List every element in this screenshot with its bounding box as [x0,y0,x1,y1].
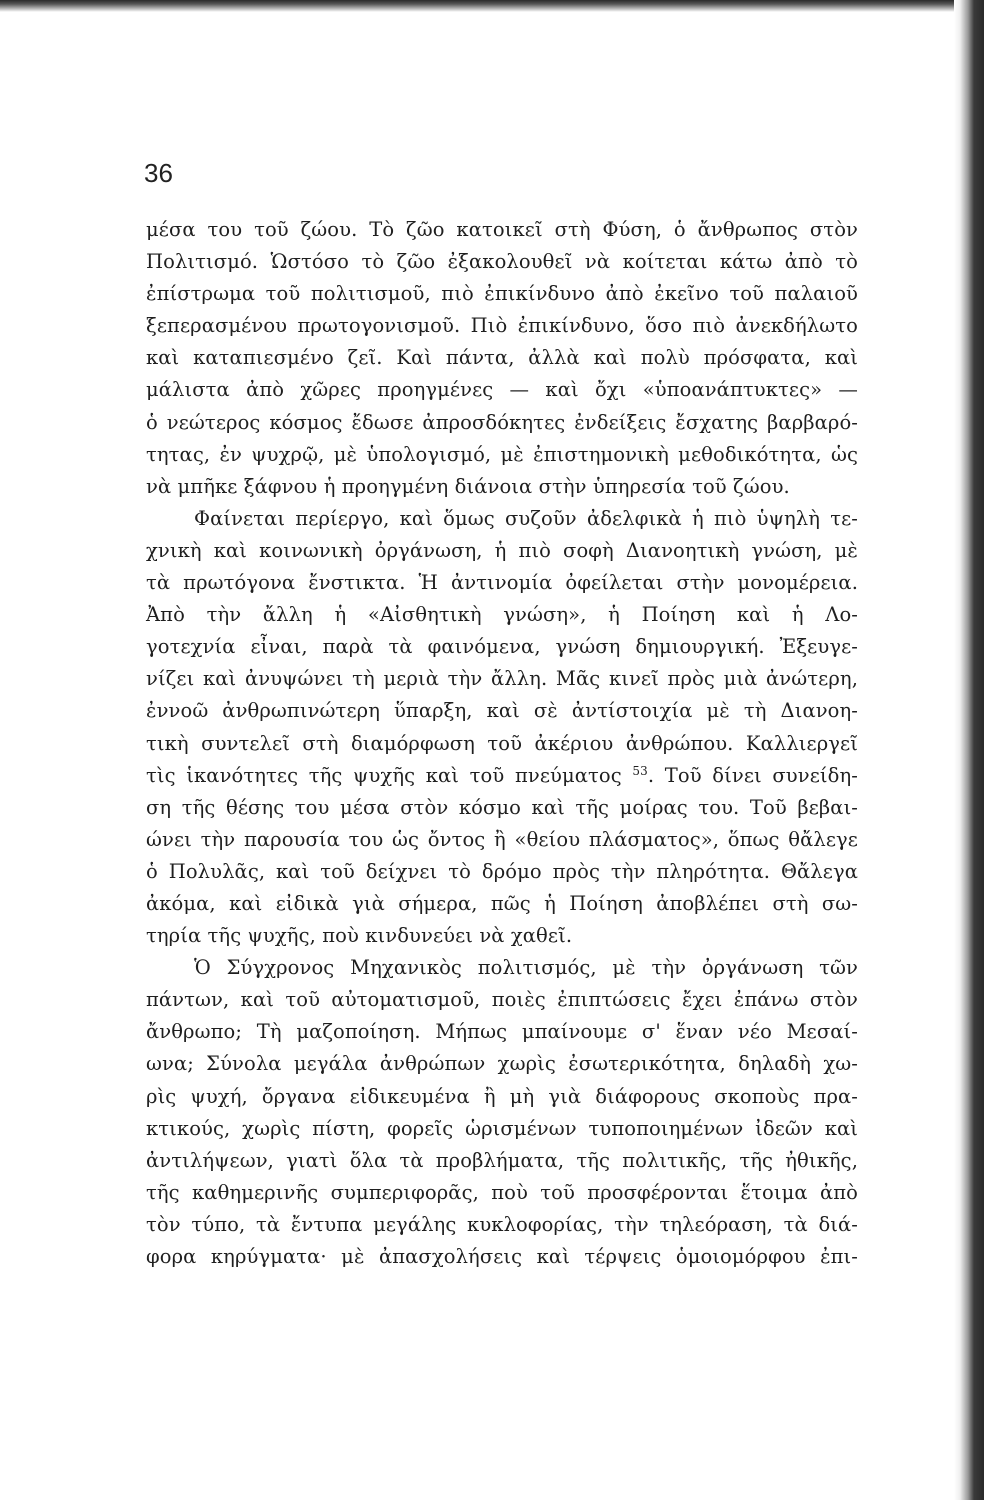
text-line: Πολιτισμό. Ὡστόσο τὸ ζῶο ἐξακολουθεῖ νὰ κοίτεται κάτω ἀπὸ τὸ [146,250,858,274]
page-edge-shadow-top [0,0,984,12]
text-line: ξεπερασμένου πρωτογονισμοῦ. Πιὸ ἐπικίνδυνο, ὅσο πιὸ ἀνεκδήλωτο [146,314,858,338]
text-line: ἄνθρωπο; Τὴ μαζοποίηση. Μήπως μπαίνουμε σ' ἕναν νέο Μεσαί- [146,1020,858,1044]
text-line: τὸν τύπο, τὰ ἔντυπα μεγάλης κυκλοφορίας, τὴν τηλεόραση, τὰ διά- [146,1212,858,1236]
text-line: ὁ Πολυλᾶς, καὶ τοῦ δείχνει τὸ δρόμο πρὸς τὴν πληρότητα. Θἄλεγα [146,859,858,883]
text-line: ἐννοῶ ἀνθρωπινώτερη ὕπαρξη, καὶ σὲ ἀντίστοιχία μὲ τὴ Διανοη- [146,699,858,723]
text-line: νὰ μπῆκε ξάφνου ἡ προηγμένη διάνοια στὴν ὑπηρεσία τοῦ ζώου. [146,474,790,498]
text-line-with-footnote [146,760,858,792]
text-segment: τὶς ἱκανότητες τῆς ψυχῆς καὶ τοῦ πνεύματος [146,763,622,787]
body-text [146,214,858,1273]
text-line: μέσα του τοῦ ζώου. Τὸ ζῶο κατοικεῖ στὴ Φύση, ὁ ἄνθρωπος στὸν [146,218,858,241]
text-line: ωνα; Σύνολα μεγάλα ἀνθρώπων χωρὶς ἐσωτερικότητα, δηλαδὴ χω- [146,1052,858,1076]
text-line: φορα κηρύγματα· μὲ ἀπασχολήσεις καὶ τέρψεις ὁμοιομόρφου ἐπι- [146,1245,858,1268]
text-line: κτικούς, χωρὶς πίστη, φορεῖς ὡρισμένων τυποποιημένων ἰδεῶν καὶ [146,1116,858,1140]
text-line: ὁ νεώτερος κόσμος ἔδωσε ἀπροσδόκητες ἐνδείξεις ἔσχατης βαρβαρό- [146,410,858,434]
text-line: ἀκόμα, καὶ εἰδικὰ γιὰ σήμερα, πῶς ἡ Ποίηση ἀποβλέπει στὴ σω- [146,891,858,915]
text-line: γοτεχνία εἶναι, παρὰ τὰ φαινόμενα, γνώση δημιουργική. Ἐξευγε- [146,635,858,659]
text-line: καὶ καταπιεσμένο ζεῖ. Καὶ πάντα, ἀλλὰ καὶ πολὺ πρόσφατα, καὶ [146,346,858,370]
paragraph-2 [146,503,858,952]
text-line: τητας, ἐν ψυχρῷ, μὲ ὑπολογισμό, μὲ ἐπιστημονικὴ μεθοδικότητα, ὡς [146,442,858,466]
page-edge-shadow-right [954,0,984,1500]
paragraph-1 [146,214,858,503]
text-line: χνικὴ καὶ κοινωνικὴ ὀργάνωση, ἡ πιὸ σοφὴ Διανοητικὴ γνώση, μὲ [146,538,858,562]
text-line: Ἀπὸ τὴν ἄλλη ἡ «Αἰσθητικὴ γνώση», ἡ Ποίηση καὶ ἡ Λο- [146,603,858,627]
text-line: τῆς καθημερινῆς συμπεριφορᾶς, ποὺ τοῦ προσφέρονται ἕτοιμα ἀπὸ [146,1180,858,1204]
text-line: ώνει τὴν παρουσία του ὡς ὄντος ἢ «θείου πλάσματος», ὅπως θἄλεγε [146,827,858,851]
text-line: νίζει καὶ ἀνυψώνει τὴ μεριὰ τὴν ἄλλη. Μᾶς κινεῖ πρὸς μιὰ ἀνώτερη, [146,667,858,691]
text-segment: . Τοῦ δίνει συνείδη- [647,763,858,787]
text-line: τικὴ συντελεῖ στὴ διαμόρφωση τοῦ ἀκέριου ἀνθρώπου. Καλλιεργεῖ [146,731,858,755]
text-line: ρὶς ψυχή, ὄργανα εἰδικευμένα ἢ μὴ γιὰ διάφορους σκοποὺς πρα- [146,1084,858,1108]
text-line: ἀντιλήψεων, γιατὶ ὅλα τὰ προβλήματα, τῆς πολιτικῆς, τῆς ἠθικῆς, [146,1148,858,1172]
text-line: Φαίνεται περίεργο, καὶ ὅμως συζοῦν ἀδελφικὰ ἡ πιὸ ὑψηλὴ τε- [194,506,858,530]
footnote-reference: 53 [632,763,648,778]
text-line: ση τῆς θέσης του μέσα στὸν κόσμο καὶ τῆς μοίρας του. Τοῦ βεβαι- [146,795,858,819]
text-line: μάλιστα ἀπὸ χῶρες προηγμένες — καὶ ὄχι «ὑποανάπτυκτες» — [146,378,858,402]
text-line: πάντων, καὶ τοῦ αὐτοματισμοῦ, ποιὲς ἐπιπτώσεις ἔχει ἐπάνω στὸν [146,988,858,1012]
paragraph-3 [146,952,858,1273]
text-line: τηρία τῆς ψυχῆς, ποὺ κινδυνεύει νὰ χαθεῖ. [146,924,573,948]
page-number: 36 [144,158,173,188]
text-line: τὰ πρωτόγονα ἔνστικτα. Ἡ ἀντινομία ὀφείλεται στὴν μονομέρεια. [146,571,858,595]
text-line: Ὁ Σύγχρονος Μηχανικὸς πολιτισμός, μὲ τὴν ὀργάνωση τῶν [194,956,858,980]
text-line: ἐπίστρωμα τοῦ πολιτισμοῦ, πιὸ ἐπικίνδυνο ἀπὸ ἐκεῖνο τοῦ παλαιοῦ [146,282,858,306]
